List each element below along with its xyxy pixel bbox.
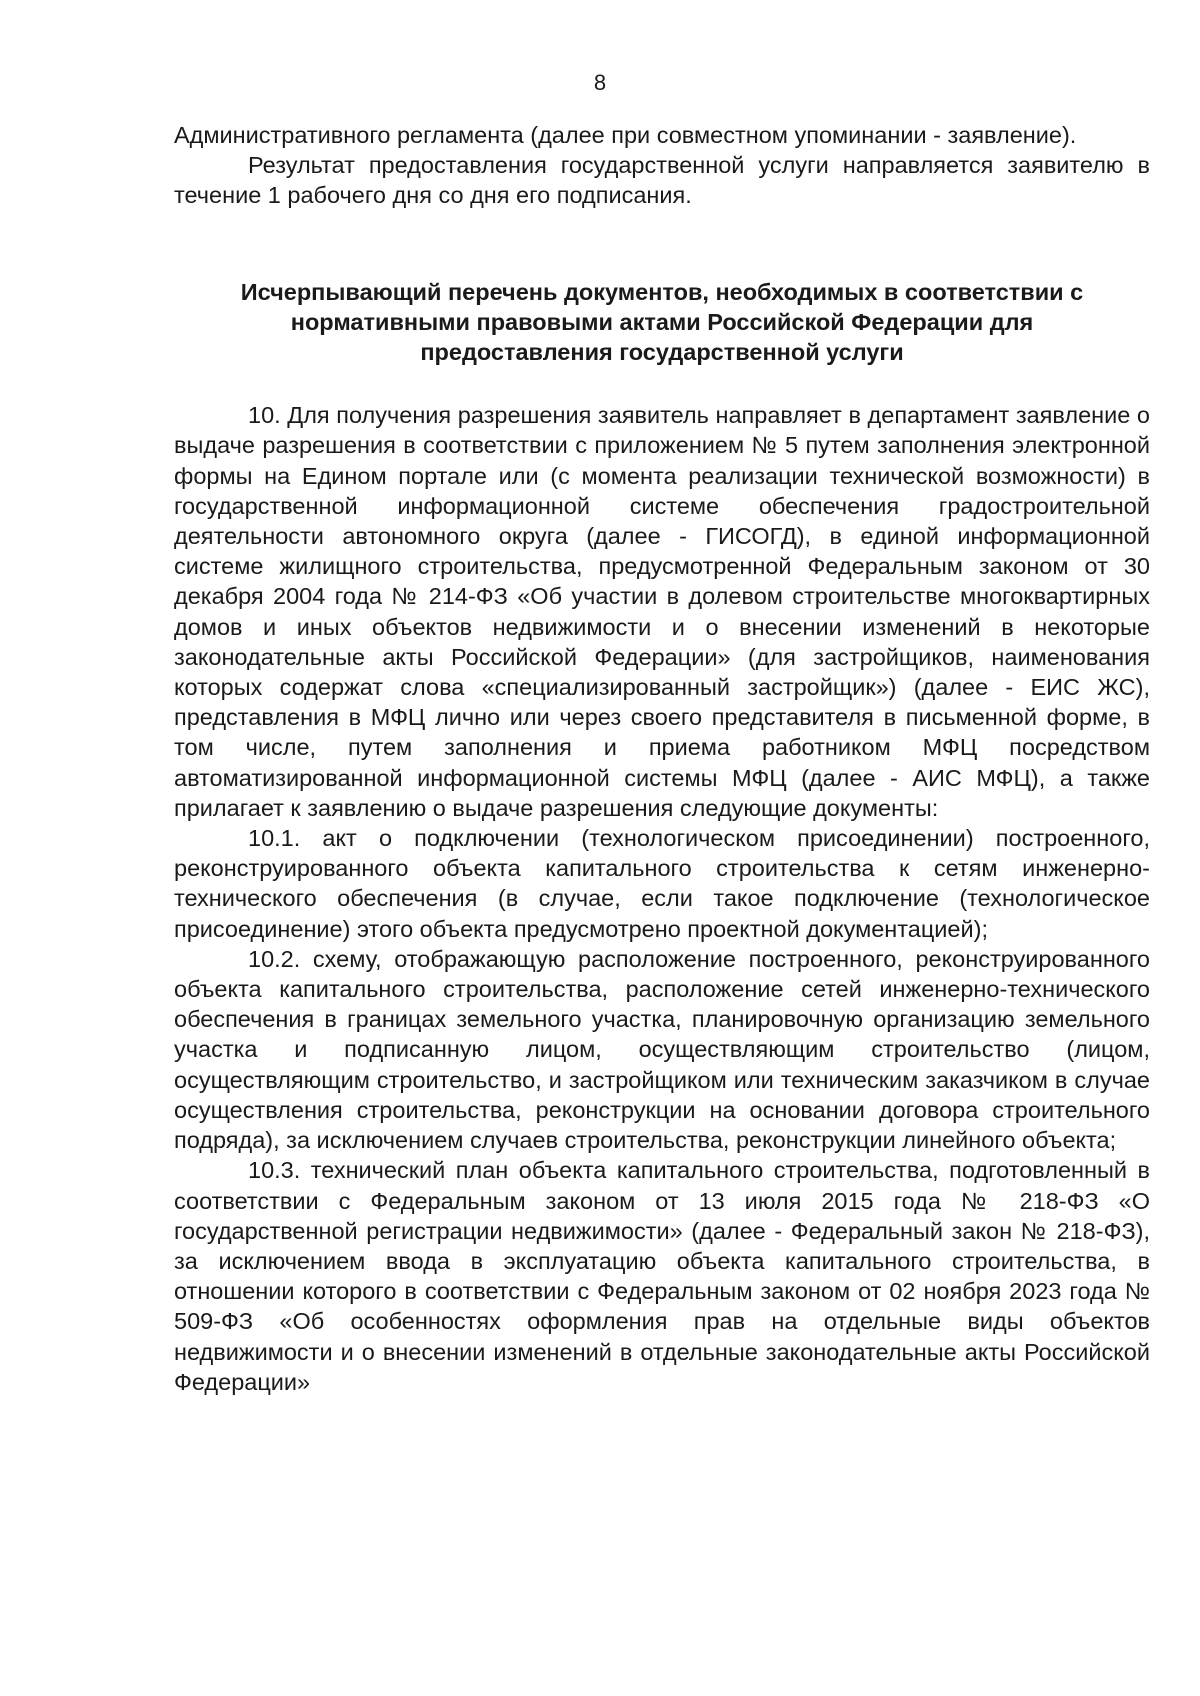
intro-paragraph-result: Результат предоставления государственной услуги направляется заявителю в течение 1 рабочего дня со дня его подписания. <box>174 152 1150 209</box>
section-heading-line: нормативными правовыми актами Российской Федерации для <box>290 308 1034 335</box>
intro-paragraph-continued: Административного регламента (далее при совместном упоминании - заявление). <box>174 122 1077 148</box>
paragraph-10-2: 10.2. схему, отображающую расположение построенного, реконструированного объекта капитального строительства, расположение сетей инженерно-технического обеспечения в границах земельного участка, планировочную организацию земельного участка и подписанную лицом, осуществляющим строительство (лицом, осуществляющим строительство, и застройщиком или техническим заказчиком в случае осуществления строительства, реконструкции на основании договора строительного подряда), за исключением случаев строительства, реконструкции линейного объекта; <box>174 945 1150 1154</box>
paragraph-10-1: 10.1. акт о подключении (технологическом присоединении) построенного, реконструированного объекта капитального строительства к сетям инженерно-технического обеспечения (в случае, если такое подключение (технологическое присоединение) этого объекта предусмотрено проектной документацией); <box>174 825 1150 942</box>
section-heading <box>174 277 1150 368</box>
paragraph-10-3: 10.3. технический план объекта капитального строительства, подготовленный в соответствии с Федеральным законом от 13 июля 2015 года № 218-ФЗ «О государственной регистрации недвижимости» (далее - Федеральный закон № 218-ФЗ), за исключением ввода в эксплуатацию объекта капитального строительства, в отношении которого в соответствии с Федеральным законом от 02 ноября 2023 года № 509-ФЗ «Об особенностях оформления прав на отдельные виды объектов недвижимости и о внесении изменений в отдельные законодательные акты Российской Федерации» <box>174 1157 1150 1395</box>
section-heading-line: предоставления государственной услуги <box>420 339 904 366</box>
section-heading-line: Исчерпывающий перечень документов, необходимых в соответствии с <box>240 278 1084 305</box>
paragraph-10: 10. Для получения разрешения заявитель направляет в департамент заявление о выдаче разрешения в соответствии с приложением № 5 путем заполнения электронной формы на Едином портале или (с момента реализации технической возможности) в государственной информационной системе обеспечения градостроительной деятельности автономного округа (далее - ГИСОГД), в единой информационной системе жилищного строительства, предусмотренной Федеральным законом от 30 декабря 2004 года № 214-ФЗ «Об участии в долевом строительстве многоквартирных домов и иных объектов недвижимости и о внесении изменений в некоторые законодательные акты Российской Федерации» (для застройщиков, наименования которых содержат слова «специализированный застройщик») (далее - ЕИС ЖС), представления в МФЦ лично или через своего представителя в письменной форме, в том числе, путем заполнения и приема работником МФЦ посредством автоматизированной информационной системы МФЦ (далее - АИС МФЦ), а также прилагает к заявлению о выдаче разрешения следующие документы: <box>174 402 1150 821</box>
page-number: 8 <box>593 70 607 95</box>
document-body <box>174 120 1150 1397</box>
